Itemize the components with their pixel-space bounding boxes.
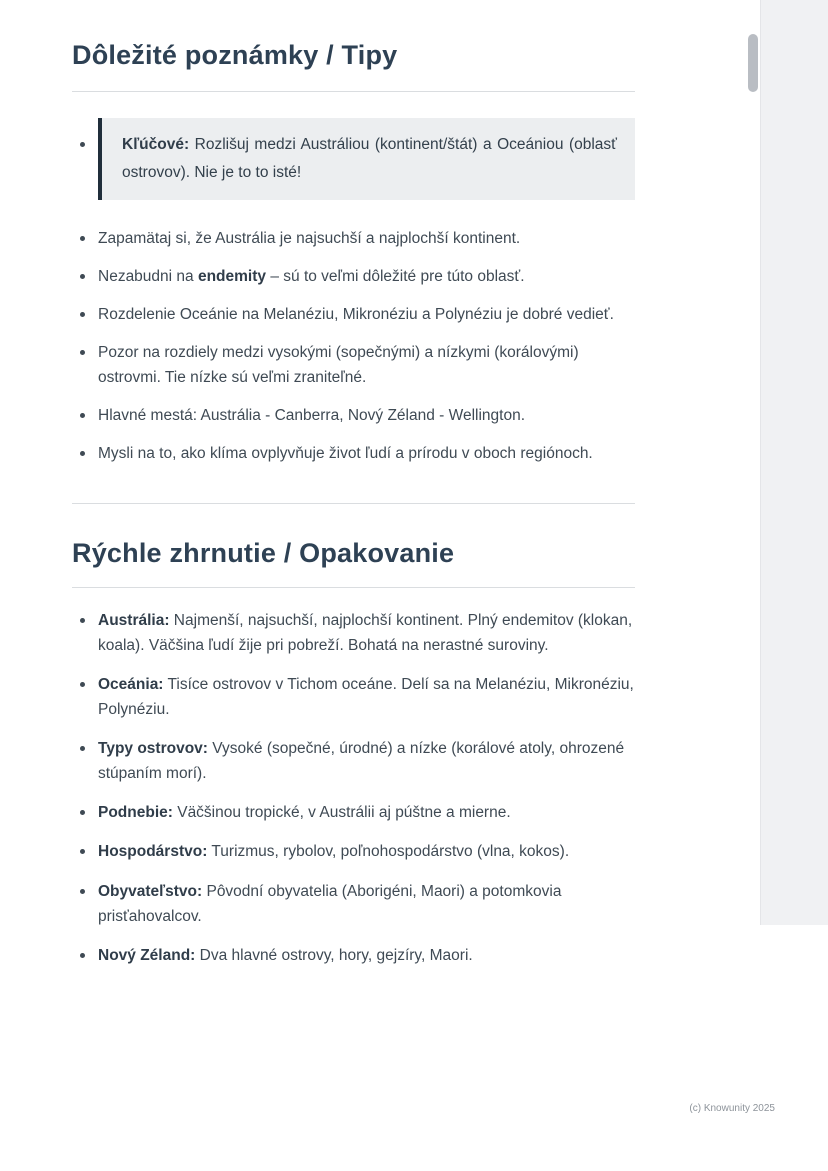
item-text: Nezabudni na bbox=[98, 267, 198, 285]
tips-list bbox=[72, 118, 635, 467]
item-text: Turizmus, rybolov, poľnohospodárstvo (vlna, kokos). bbox=[207, 843, 570, 861]
summary-list bbox=[72, 608, 635, 968]
item-text: Tisíce ostrovov v Tichom oceáne. Delí sa na Melanéziu, Mikronéziu, Polynéziu. bbox=[98, 675, 634, 718]
item-text: Pôvodní obyvatelia (Aborigéni, Maori) a potomkovia prisťahovalcov. bbox=[98, 882, 562, 925]
section-summary bbox=[72, 538, 635, 968]
item-text: Väčšinou tropické, v Austrálii aj púštne a mierne. bbox=[172, 804, 511, 822]
section-divider bbox=[72, 587, 635, 588]
list-item bbox=[72, 800, 635, 825]
callout-text: Rozlišuj medzi Austráliou (kontinent/štát) a Oceániou (oblasť ostrovov). Nie je to to isté! bbox=[122, 136, 617, 181]
item-bold: Hospodárstvo: bbox=[98, 843, 208, 861]
item-bold: Typy ostrovov: bbox=[98, 740, 208, 758]
key-note-callout bbox=[98, 118, 635, 200]
list-item bbox=[72, 340, 635, 390]
list-item bbox=[72, 672, 635, 722]
list-item bbox=[72, 264, 635, 289]
item-bold: endemity bbox=[197, 267, 267, 285]
summary-section-title: Rýchle zhrnutie / Opakovanie bbox=[72, 537, 455, 568]
tips-section-title: Dôležité poznámky / Tipy bbox=[72, 40, 398, 70]
item-bold: Obyvateľstvo: bbox=[98, 882, 203, 900]
item-text: Najmenší, najsuchší, najplochší kontinent. Plný endemitov (klokan, koala). Väčšina ľudí žije pri pobreží. Bohatá na nerastné suroviny. bbox=[98, 611, 633, 654]
item-text: Rozdelenie Oceánie na Melanéziu, Mikronéziu a Polynéziu je dobré vedieť. bbox=[98, 306, 614, 324]
list-item bbox=[72, 226, 635, 251]
item-bold: Podnebie: bbox=[98, 804, 173, 822]
item-bold: Oceánia: bbox=[98, 675, 164, 693]
callout-bold-label: Kľúčové: bbox=[122, 136, 190, 154]
scrollbar-track[interactable] bbox=[760, 0, 828, 925]
item-text: Mysli na to, ako klíma ovplyvňuje život ľudí a prírodu v oboch regiónoch. bbox=[98, 445, 593, 463]
section-tips bbox=[72, 40, 635, 504]
item-bold: Austrália: bbox=[98, 611, 170, 629]
item-text: Vysoké (sopečné, úrodné) a nízke (korálové atoly, ohrozené stúpaním morí). bbox=[98, 740, 625, 783]
list-item bbox=[72, 879, 635, 929]
list-item bbox=[72, 403, 635, 428]
list-item bbox=[72, 943, 635, 968]
list-item bbox=[72, 736, 635, 786]
item-text: Pozor na rozdiely medzi vysokými (sopečnými) a nízkymi (korálovými) ostrovmi. Tie nízke sú veľmi zraniteľné. bbox=[98, 344, 579, 387]
list-item bbox=[72, 441, 635, 466]
item-text: Zapamätaj si, že Austrália je najsuchší a najplochší kontinent. bbox=[98, 229, 521, 247]
item-text: – sú to veľmi dôležité pre túto oblasť. bbox=[266, 267, 525, 285]
section-divider bbox=[72, 91, 635, 92]
item-text: Hlavné mestá: Austrália - Canberra, Nový Zéland - Wellington. bbox=[98, 407, 526, 425]
list-item bbox=[72, 839, 635, 864]
scrollbar-thumb[interactable] bbox=[748, 34, 758, 92]
list-item bbox=[72, 302, 635, 327]
section-divider bbox=[72, 503, 635, 504]
list-item bbox=[72, 608, 635, 658]
callout-list-item bbox=[72, 118, 635, 200]
item-bold: Nový Zéland: bbox=[98, 946, 196, 964]
item-text: Dva hlavné ostrovy, hory, gejzíry, Maori. bbox=[195, 946, 473, 964]
copyright-text: (c) Knowunity 2025 bbox=[689, 1103, 775, 1114]
